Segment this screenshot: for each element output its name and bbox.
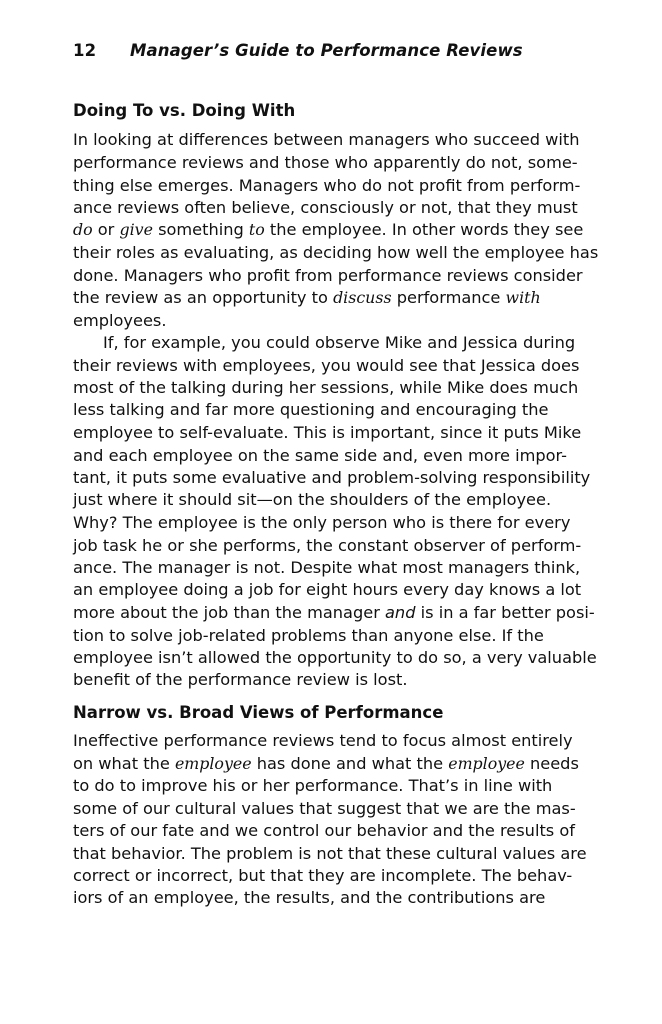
text-run: more about the job than the manager: [73, 603, 386, 622]
text-line: employee isn’t allowed the opportunity to do so, a very valuable: [73, 648, 597, 667]
emphasis: and: [385, 603, 416, 622]
text-line: done. Managers who profit from performance reviews consider: [73, 266, 583, 285]
emphasis: to: [248, 220, 265, 239]
text-line: Why? The employee is the only person who is there for every: [73, 513, 571, 532]
section-heading-narrow-vs-broad-views: Narrow vs. Broad Views of Performance: [73, 703, 444, 722]
text-line: ters of our fate and we control our behavior and the results of: [73, 821, 575, 840]
text-line: [73, 603, 595, 622]
running-header: [73, 41, 523, 60]
text-line: most of the talking during her sessions, while Mike does much: [73, 378, 579, 397]
text-run: something: [152, 220, 249, 239]
text-line: iors of an employee, the results, and the contributions are: [73, 888, 546, 907]
text-line: that behavior. The problem is not that these cultural values are: [73, 844, 587, 863]
emphasis: give: [119, 220, 153, 239]
text-line: [73, 220, 583, 239]
running-title: Manager’s Guide to Performance Reviews: [130, 41, 523, 60]
text-line: [73, 288, 541, 307]
text-line: Ineffective performance reviews tend to focus almost entirely: [73, 731, 573, 750]
text-line: their roles as evaluating, as deciding how well the employee has: [73, 243, 599, 262]
text-line: [73, 754, 579, 773]
emphasis: do: [73, 220, 93, 239]
text-line: tion to solve job-related problems than anyone else. If the: [73, 626, 544, 645]
text-line: employee to self-evaluate. This is important, since it puts Mike: [73, 423, 582, 442]
text-line: and each employee on the same side and, even more impor-: [73, 446, 568, 465]
text-line: tant, it puts some evaluative and problem-solving responsibility: [73, 468, 591, 487]
text-line: to do to improve his or her performance. That’s in line with: [73, 776, 553, 795]
emphasis: employee: [174, 754, 252, 773]
text-run: the employee. In other words they see: [264, 220, 584, 239]
text-line: some of our cultural values that suggest that we are the mas-: [73, 799, 576, 818]
text-line: ance. The manager is not. Despite what most managers think,: [73, 558, 581, 577]
emphasis: with: [505, 288, 541, 307]
text-line: If, for example, you could observe Mike and Jessica during: [103, 333, 576, 352]
text-line: correct or incorrect, but that they are incomplete. The behav-: [73, 866, 573, 885]
text-line: performance reviews and those who apparently do not, some-: [73, 153, 578, 172]
text-run: has done and what the: [251, 754, 449, 773]
text-line: an employee doing a job for eight hours every day knows a lot: [73, 580, 582, 599]
text-run: performance: [391, 288, 506, 307]
text-line: less talking and far more questioning and encouraging the: [73, 400, 549, 419]
text-line: benefit of the performance review is lost.: [73, 670, 408, 689]
text-line: job task he or she performs, the constant observer of perform-: [73, 536, 582, 555]
page-number: 12: [73, 41, 97, 60]
text-run: is in a far better posi-: [415, 603, 595, 622]
text-run: on what the: [73, 754, 175, 773]
text-line: ance reviews often believe, consciously or not, that they must: [73, 198, 578, 217]
text-run: needs: [524, 754, 579, 773]
section-heading-doing-to-vs-doing-with: Doing To vs. Doing With: [73, 101, 296, 120]
text-line: their reviews with employees, you would see that Jessica does: [73, 356, 580, 375]
text-line: employees.: [73, 311, 167, 330]
text-line: In looking at differences between managers who succeed with: [73, 130, 580, 149]
emphasis: employee: [448, 754, 525, 773]
text-line: just where it should sit—on the shoulders of the employee.: [73, 490, 552, 509]
text-run: the review as an opportunity to: [73, 288, 334, 307]
text-line: thing else emerges. Managers who do not profit from perform-: [73, 176, 581, 195]
text-run: or: [92, 220, 120, 239]
emphasis: discuss: [333, 288, 392, 307]
